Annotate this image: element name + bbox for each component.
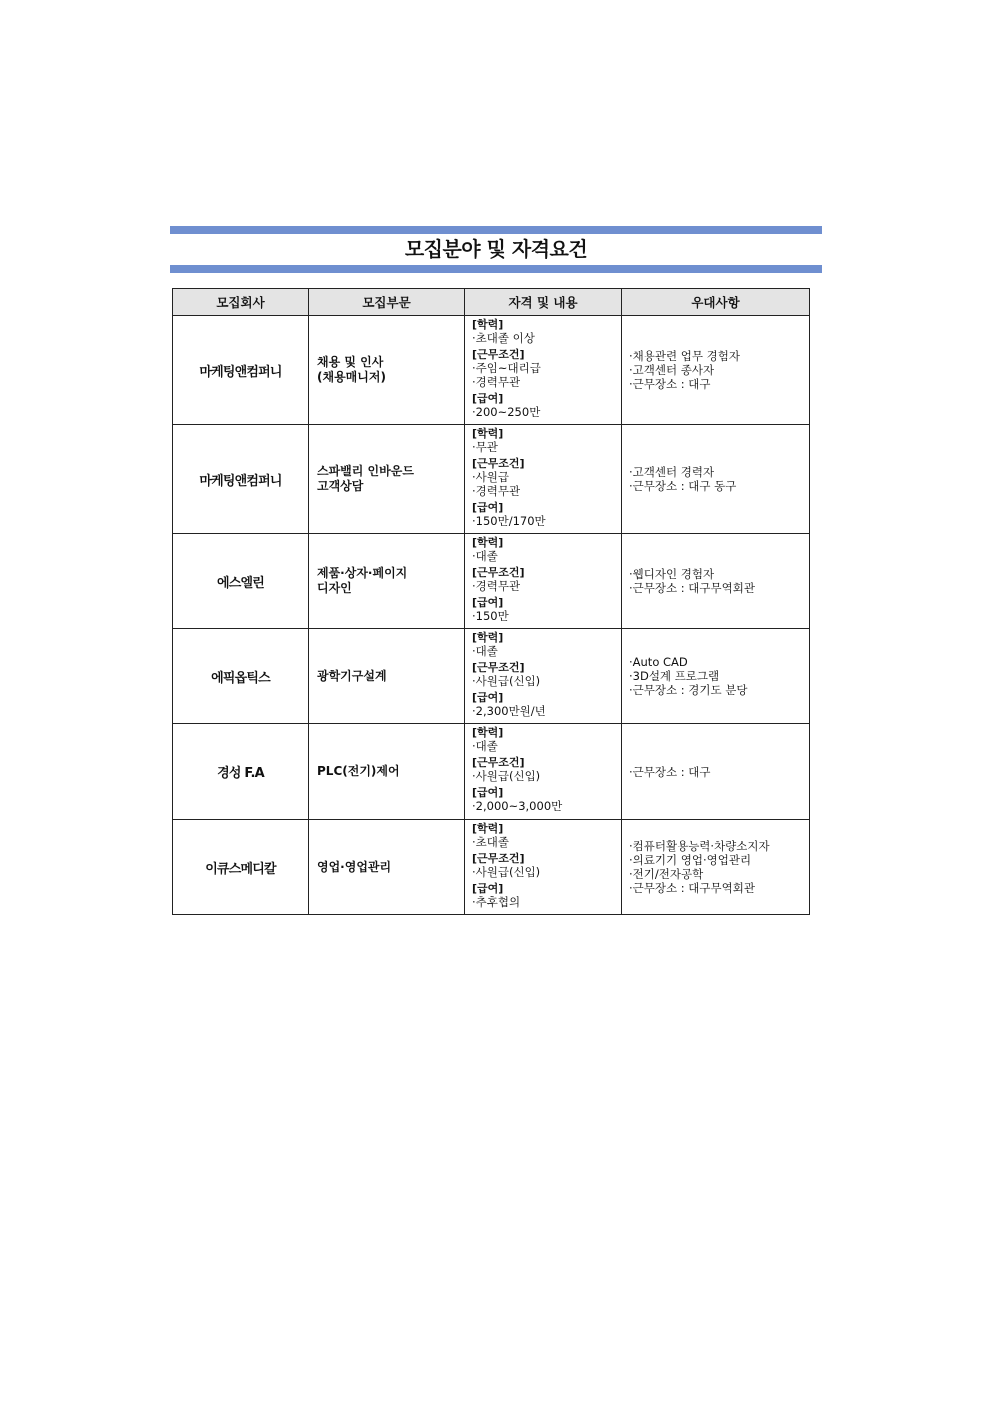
- preference-item: · 근무장소 : 대구무역회관: [629, 881, 809, 895]
- qualification-value: · 2,000~3,000만: [472, 799, 621, 813]
- header-department: 모집부문: [309, 289, 465, 316]
- qualifications-cell: [465, 629, 622, 724]
- table-row: [173, 724, 810, 820]
- header-preferences: 우대사항: [622, 289, 810, 316]
- recruitment-table: [172, 288, 810, 915]
- department-line: 광학기구설계: [317, 668, 387, 683]
- qualification-label: [근무조건]: [472, 756, 525, 769]
- qualification-value: · 사원급(신입): [472, 674, 621, 688]
- department-cell: [309, 629, 465, 724]
- qualification-label: [학력]: [472, 631, 504, 644]
- preference-item: · 근무장소 : 대구: [629, 765, 809, 779]
- preference-item: · 3D설계 프로그램: [629, 669, 809, 683]
- preference-item: · 고객센터 경력자: [629, 465, 809, 479]
- qualifications-cell: [465, 316, 622, 425]
- qualification-value: · 200~250만: [472, 405, 621, 419]
- qualification-label: [근무조건]: [472, 457, 525, 470]
- department-cell: [309, 820, 465, 915]
- department-line: (채용매니저): [317, 370, 386, 384]
- preferences-cell: [622, 820, 810, 915]
- qualification-value: · 추후협의: [472, 895, 621, 909]
- qualification-value: · 대졸: [472, 739, 621, 753]
- qualification-value: · 경력무관: [472, 579, 621, 593]
- department-line: 스파밸리 인바운드: [317, 464, 414, 478]
- preference-item: · 채용관련 업무 경험자: [629, 349, 809, 363]
- department-line: 영업·영업관리: [317, 859, 392, 874]
- table-row: [173, 820, 810, 915]
- preference-item: · 근무장소 : 경기도 분당: [629, 683, 809, 697]
- qualification-value: · 경력무관: [472, 375, 621, 389]
- qualification-label: [학력]: [472, 427, 504, 440]
- preference-item: · 근무장소 : 대구 동구: [629, 479, 809, 493]
- qualification-value: · 150만: [472, 609, 621, 623]
- qualification-value: · 경력무관: [472, 484, 621, 498]
- header-company: 모집회사: [173, 289, 309, 316]
- qualification-value: · 대졸: [472, 644, 621, 658]
- department-line: 제품·상자·페이지: [317, 566, 408, 580]
- department-cell: [309, 724, 465, 820]
- preferences-cell: [622, 724, 810, 820]
- qualification-value: · 2,300만원/년: [472, 704, 621, 718]
- qualifications-cell: [465, 425, 622, 534]
- qualification-label: [학력]: [472, 318, 504, 331]
- table-row: [173, 534, 810, 629]
- table-header-row: [173, 289, 810, 316]
- company-name: 마케팅앤컴퍼니: [173, 316, 309, 425]
- department-cell: [309, 534, 465, 629]
- qualification-value: · 사원급(신입): [472, 769, 621, 783]
- qualification-value: · 무관: [472, 440, 621, 454]
- preference-item: · 웹디자인 경험자: [629, 567, 809, 581]
- qualification-value: · 대졸: [472, 549, 621, 563]
- title-bottom-bar: [170, 265, 822, 273]
- company-name: 에스엘린: [173, 534, 309, 629]
- qualification-value: · 주임~대리급: [472, 361, 621, 375]
- qualification-label: [급여]: [472, 392, 504, 405]
- preference-item: · 컴퓨터활용능력·차량소지자: [629, 839, 809, 853]
- qualification-label: [급여]: [472, 501, 504, 514]
- department-line: 채용 및 인사: [317, 355, 384, 369]
- page-title: 모집분야 및 자격요건: [404, 237, 588, 261]
- qualification-value: · 150만/170만: [472, 514, 621, 528]
- preference-item: · 고객센터 종사자: [629, 363, 809, 377]
- company-name: 경성 F.A: [173, 724, 309, 820]
- preference-item: · Auto CAD: [629, 655, 809, 669]
- qualification-label: [급여]: [472, 691, 504, 704]
- preferences-cell: [622, 316, 810, 425]
- preference-item: · 근무장소 : 대구무역회관: [629, 581, 809, 595]
- title-top-bar: [170, 226, 822, 234]
- company-name: 마케팅앤컴퍼니: [173, 425, 309, 534]
- qualification-label: [학력]: [472, 536, 504, 549]
- preferences-cell: [622, 534, 810, 629]
- qualification-value: · 사원급: [472, 470, 621, 484]
- qualification-label: [학력]: [472, 726, 504, 739]
- company-name: 이큐스메디칼: [173, 820, 309, 915]
- department-line: 디자인: [317, 581, 352, 595]
- qualification-label: [근무조건]: [472, 348, 525, 361]
- department-line: 고객상담: [317, 479, 364, 493]
- qualifications-cell: [465, 724, 622, 820]
- department-line: PLC(전기)제어: [317, 764, 400, 778]
- department-cell: [309, 425, 465, 534]
- qualification-label: [근무조건]: [472, 566, 525, 579]
- qualification-value: · 사원급(신입): [472, 865, 621, 879]
- qualification-value: · 초대졸 이상: [472, 331, 621, 345]
- qualification-label: [급여]: [472, 882, 504, 895]
- qualification-label: [급여]: [472, 596, 504, 609]
- qualifications-cell: [465, 534, 622, 629]
- preference-item: · 전기/전자공학: [629, 867, 809, 881]
- qualification-label: [근무조건]: [472, 852, 525, 865]
- qualification-value: · 초대졸: [472, 835, 621, 849]
- table-row: [173, 629, 810, 724]
- preferences-cell: [622, 629, 810, 724]
- preferences-cell: [622, 425, 810, 534]
- qualification-label: [급여]: [472, 786, 504, 799]
- department-cell: [309, 316, 465, 425]
- preference-item: · 의료기기 영업·영업관리: [629, 853, 809, 867]
- preference-item: · 근무장소 : 대구: [629, 377, 809, 391]
- table-row: [173, 425, 810, 534]
- qualifications-cell: [465, 820, 622, 915]
- company-name: 에픽옵틱스: [173, 629, 309, 724]
- qualification-label: [근무조건]: [472, 661, 525, 674]
- qualification-label: [학력]: [472, 822, 504, 835]
- header-qualifications: 자격 및 내용: [465, 289, 622, 316]
- table-row: [173, 316, 810, 425]
